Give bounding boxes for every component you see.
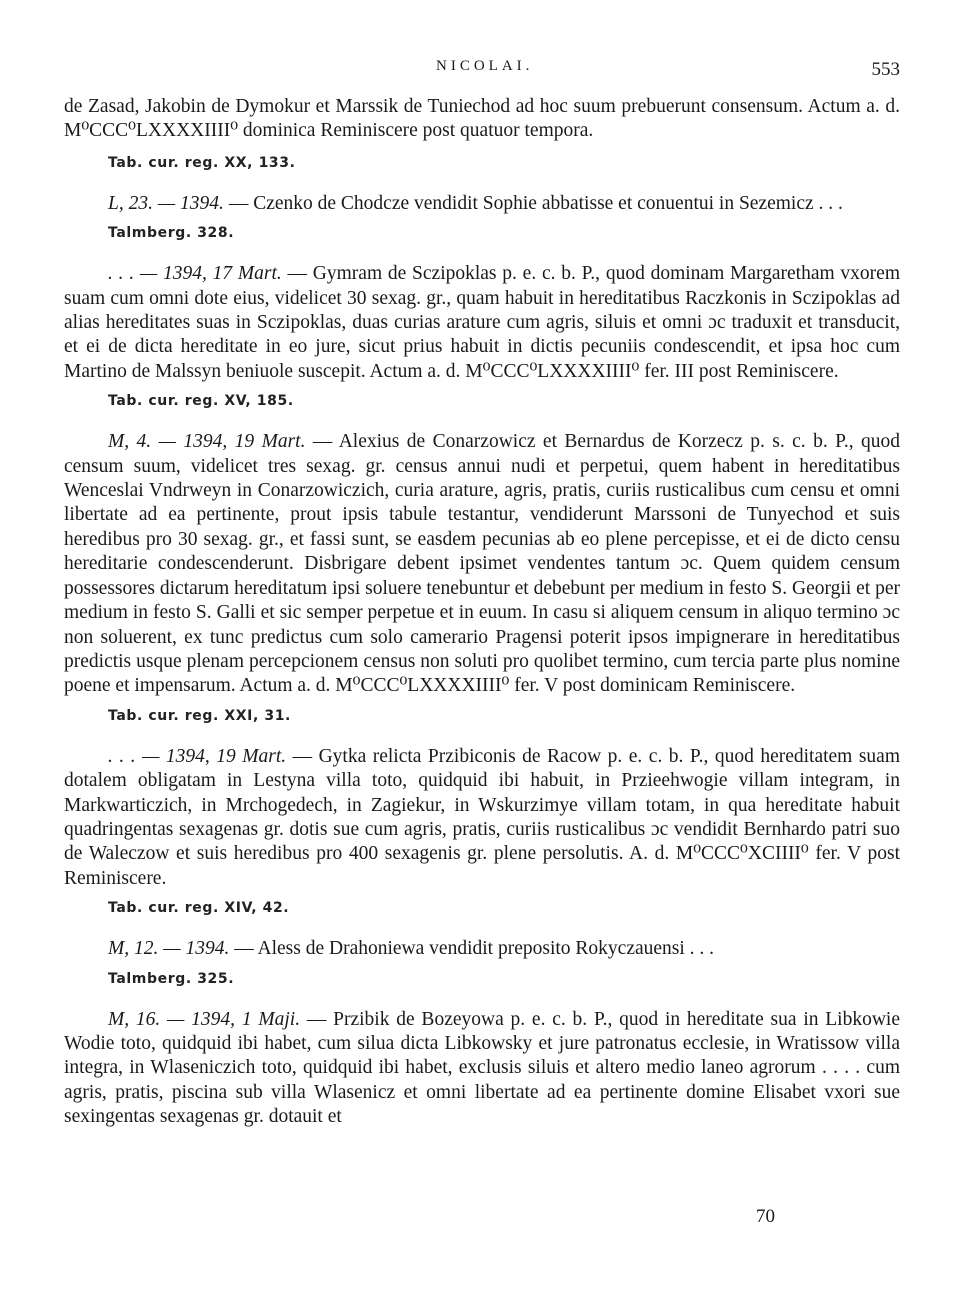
entry-body: — Czenko de Chodcze vendidit Sophie abbatisse et conuentui in Sezemicz . . . — [223, 192, 843, 214]
page-number: 553 — [871, 59, 900, 80]
entry-date: L, 23. — 1394. — [108, 192, 224, 214]
running-title: NICOLAI. — [436, 58, 534, 74]
entry-date: M, 4. — 1394, 19 Mart. — [108, 431, 306, 453]
entry-body: — Gytka relicta Przibiconis de Racow p. e. c. b. P., quod hereditatem suam dotalem obligatam in Lestyna villa toto, quidquid ibi habuit, in Przieehwogie villam integram, in Markwarticzich, in Mrchogedech, in Zagiekur, in Wskurzimye villam totam, in qua hereditate habuit quadringentas sexagenas gr. dotis sue cum agris, pratis, curiis rusticalibus ɔc vendidit Bernhardo patri suo de Waleczow et suis heredibus pro 400 sexagenis gr. plene persolutis. A. d. M⁰CCC⁰XCIIII⁰ fer. V post Reminiscere. — [64, 745, 900, 889]
entry-body: — Aless de Drahoniewa vendidit preposito Rokyczauensi . . . — [229, 938, 715, 960]
entry-1 — [64, 95, 900, 171]
entry-date: M, 16. — 1394, 1 Maji. — [108, 1008, 301, 1030]
entry-text — [64, 262, 900, 384]
source-citation: Tab. cur. reg. XX, 133. — [108, 154, 296, 171]
entry-text — [64, 95, 900, 144]
entry-date: . . . — 1394, 17 Mart. — [108, 263, 282, 285]
entry-body: — Przibik de Bozeyowa p. e. c. b. P., quod in hereditate sua in Libkowie Wodie toto, quidquid ibi habet, cum silua dicta Libkowsky et jure patronatus ecclesie, in Wratissow villa integra, in Wlaseniczich toto, quidquid ibi habet, exclusis siluis et altero medio laneo agrorum . . . . cum agris, pratis, piscina sub villa Wlasenicz et omni libertate ad ea pertinente domine Elisabet vxori sue sexingentas sexagenas gr. dotauit et — [64, 1008, 900, 1128]
entry-text — [64, 745, 900, 891]
signature-mark: 70 — [756, 1206, 775, 1227]
entry-body: — Gymram de Sczipoklas p. e. c. b. P., quod dominam Margaretham vxorem suam cum omni dote eius, videlicet 30 sexag. gr., quam habuit in hereditatibus Raczkonis in Sczipoklas ad alias hereditates suas in Sczipoklas, duas curias arature cum agris, siluis et omni ɔc traduxit et transducit, et ei de dicta hereditate in eo jure, sicut prius habuit in dictis pecuniis condescendit, et ipsa hoc cum Martino de Malssyn beniuole suscepit. Actum a. d. M⁰CCC⁰LXXXXIIII⁰ fer. III post Reminiscere. — [64, 263, 901, 382]
entry-text — [64, 1008, 900, 1130]
entry-body: de Zasad, Jakobin de Dymokur et Marssik de Tuniechod ad hoc suum prebuerunt consensum. Actum a. d. M⁰CCC⁰LXXXXIIII⁰ dominica Reminiscere post quatuor tempora. — [64, 96, 900, 142]
entry-7 — [64, 1008, 900, 1130]
source-citation: Tab. cur. reg. XIV, 42. — [108, 900, 290, 917]
entry-text — [64, 937, 900, 961]
source-citation: Tab. cur. reg. XXI, 31. — [108, 707, 291, 724]
entry-date: . . . — 1394, 19 Mart. — [108, 745, 287, 767]
source-citation: Tab. cur. reg. XV, 185. — [108, 393, 294, 410]
entry-date: M, 12. — 1394. — [108, 938, 230, 960]
entry-5 — [64, 745, 900, 916]
source-citation: Talmberg. 328. — [108, 225, 235, 242]
entry-body: — Alexius de Conarzowicz et Bernardus de Korzecz p. s. c. b. P., quod censum suum, videlicet tres sexag. gr. census annui nudi et perpetui, quem habent in hereditatibus Wenceslai Vndrweyn in Conarzowiczich, curia arature, agris, pratis, curiis rusticalibus cum censu et omni libertate ad ea pertinente, prout ipsis tabule testantur, vendiderunt Marssoni de Tunyechod et suis heredibus pro 30 sexag. gr., et fassi sunt, se easdem pecunias ab eo plene percepisse, et ei de dicto censu hereditarie condescenderunt. Disbrigare debent ipsimet vendentes tantum ɔc. Quem quidem censum possessores dictarum hereditatum ipsi soluere tenebuntur et debebunt per medium in festo S. Georgii et per medium in festo S. Galli et sic semper perpetue et in euum. In casu si aliquem censum in aliquo termino ɔc non soluerent, ex tunc predictus cum solo camerario Pragensi poterit ipsos impignerare in hereditatibus predictis usque plenam percepcionem census non soluti pro quolibet termino, cum tercia parte plus nomine poene et impensarum. Actum a. d. M⁰CCC⁰LXXXXIIII⁰ fer. V post dominicam Reminiscere. — [64, 431, 900, 697]
entry-6 — [64, 937, 900, 986]
entry-2 — [64, 192, 900, 241]
entry-3 — [64, 262, 900, 409]
entry-4 — [64, 430, 900, 723]
body-text — [64, 95, 900, 1130]
source-citation: Talmberg. 325. — [108, 970, 235, 987]
entry-text — [64, 430, 900, 698]
entry-text — [64, 192, 900, 216]
